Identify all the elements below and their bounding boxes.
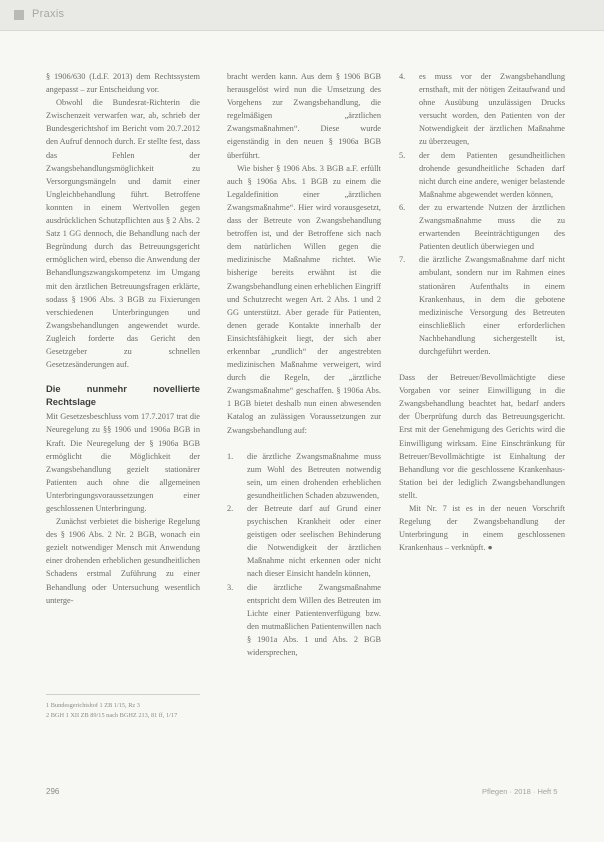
paragraph: Mit Nr. 7 ist es in der neuen Vorschrift Regelung der Zwangsbehandlung der Unterbringung in einem geschlossenen Krankenhaus – verknüpft. ●	[399, 504, 565, 553]
text-column-2	[227, 70, 381, 659]
paragraph: Wie bisher § 1906 Abs. 3 BGB a.F. erfüllt auch § 1906a Abs. 1 BGB zu einem die Legaldefinition einer „ärztlichen Zwangsmaßnahme“. Hier wird vorausgesetzt, dass der Betreute von Zwangsbehandlung betroffen ist, und der Betroffene sich nach dem natürlichen Willen gegen die medizinische Maßnahme richtet. Wie bisherige bereits erwähnt ist die Zwangsbehandlung einen erheblichen Eingriff und Schutzrecht wegen Art. 2 Abs. 1 und 2 GG unterstützt. Aber gerade für Patienten, denen gerade Kontakte innerhalb der Einsichtsfähigkeit liegt, der sich aber erkennbar „rundlich“ der angestrebten medizinischen Maßnahme verweigert, wird durch die Regeln, der „ärztliche Zwangsmaßnahme“ geschaffen. § 1906a Abs. 1 BGB bietet deshalb nun einen abwesenden Katalog an zulässigen Voraussetzungen zur Zwangsbehandlung auf:	[227, 163, 381, 435]
page-number: 296	[46, 787, 60, 796]
list-number: 6.	[399, 202, 406, 212]
list-item	[399, 70, 565, 149]
paragraph: Obwohl die Bundesrat-Richterin die Zwischenzeit verwarfen war, ab, schrieb der Bundesgerichtshof im Bericht vom 20.7.2012 den Aufruf dennoch durch. Er stellte fest, dass das Fehlen der Zwangsbehandlungsmöglichkeit zu Versorgungsmängeln und damit einer Ungleichbehandlung führt. Betroffene konnten in einem Wertvollen gegen ausdrücklichen Schutzpflichten aus § 2 Abs. 2 Satz 1 GG dennoch, die Behandlung nach der Begründung durch das Betreuungsgericht ermöglichen wird, ebenso die Anwendung der Behandlungszwangskompetenz im Umgang mit den ärztlichen Betreuungsfragen erklärte, sodass § 1906 Abs. 3 BGB zu Fixierungen verschiedenen Unterbringungen und Zwangsbehandlungen angewendet wurde. Zugleich forderte das Gericht den Gesetzgeber zu schnellen Gesetzesänderungen auf.	[46, 98, 200, 370]
list-item	[227, 502, 381, 581]
list-item	[399, 201, 565, 253]
paragraph: Dass der Betreuer/Bevollmächtigte diese Vorgaben vor seiner Einwilligung in die Zwangsbehandlung beachtet hat, bedarf anders der Überprüfung durch das Betreuungsgericht. Erst mit der Genehmigung des Gerichts wird die Einwilligung wirksam. Eine Einschränkung für Betreuer/Bevollmächtigte ist Einhaltung der Behandlung vor die geschlossene Krankenhaus-Station bei der lediglich Zwangsbehandlungen stellt.	[399, 373, 565, 500]
list-item-text: der zu erwartende Nutzen der ärztlichen Zwangsmaßnahme muss die zu erwartenden Beeinträchtigungen des Patienten deutlich überwiegen und	[419, 202, 565, 252]
numbered-list	[227, 450, 381, 660]
section-label: Praxis	[32, 8, 65, 20]
list-item	[399, 149, 565, 201]
list-item-text: die ärztliche Zwangsmaßnahme darf nicht ambulant, sondern nur im Rahmen eines stationären Aufenthalts in einem Krankenhaus, in dem die gebotene medizinische Versorgung des Betreuten einschließlich einer erforderlichen Nachbehandlung sichergestellt ist, durchgeführt werden.	[419, 255, 565, 356]
paragraph: § 1906/630 (I.d.F. 2013) dem Rechtssystem angepasst – zur Entscheidung vor.	[46, 72, 200, 95]
list-item	[399, 253, 565, 358]
paragraph: Mit Gesetzesbeschluss vom 17.7.2017 trat die Neuregelung zu §§ 1906 und 1906a BGB in Kraft. Die Neuregelung der § 1906a BGB ermöglicht die Möglichkeit der Zwangsbehandlung gezielt stationärer Patienten auch ohne die allgemeinen Unterbringungsvoraussetzungen einer geschlossenen Unterbringung.	[46, 412, 200, 513]
list-item-text: die ärztliche Zwangsmaßnahme entspricht dem Willen des Betreuten im Lichte einer Patientenverfügung bzw. den mutmaßlichen Patientenwillen nach § 1901a Abs. 1 und Abs. 2 BGB widersprechen,	[247, 582, 381, 658]
numbered-list-continued	[399, 70, 565, 358]
footnote: 1 Bundesgerichtshof 1 ZB 1/15, Rz 3	[46, 702, 140, 709]
text-column-1	[46, 70, 200, 607]
paragraph: Zunächst verbietet die bisherige Regelung des § 1906 Abs. 2 Nr. 2 BGB, wonach ein gezielt notwendiger Mensch mit Anwendung einer drohenden erheblichen gesundheitlichen Schadens erstmal Zuführung zu einer Behandlung oder Untersuchung wesentlich unterge-	[46, 517, 200, 605]
page-header	[0, 0, 604, 31]
publication-source: Pflegen · 2018 · Heft 5	[482, 787, 558, 796]
list-item-text: der dem Patienten gesundheitlichen drohende gesundheitliche Schaden darf nicht durch eine andere, weniger belastende Maßnahme abgewendet werden können,	[419, 150, 565, 199]
list-number: 2.	[227, 504, 234, 513]
list-number: 4.	[399, 72, 406, 81]
list-item-text: der Betreute darf auf Grund einer psychischen Krankheit oder einer geistigen oder seelischen Behinderung die Notwendigkeit der ärztlichen Maßnahme nicht erkennen oder nicht nach dieser Einsicht handeln können,	[247, 504, 381, 579]
section-heading: Die nunmehr novellierte Rechtslage	[46, 383, 200, 408]
list-item-text: es muss vor der Zwangsbehandlung ernsthaft, mit der nötigen Zeitaufwand und ohne Ausübung unzulässigen Drucks versucht worden, den Patienten von der Notwendigkeit der ärztlichen Maßnahme zu überzeugen,	[419, 72, 565, 147]
footnotes	[46, 694, 200, 721]
list-item	[227, 581, 381, 660]
list-item	[227, 450, 381, 502]
list-number: 7.	[399, 255, 406, 265]
paragraph: bracht werden kann. Aus dem § 1906 BGB herausgelöst wird nun die Umsetzung des Vorgehens zur Zwangsbehandlung, die regelmäßigen „ärztlichen Zwangsmaßnahmen“. Diese wurde eigenständig in den neuen § 1906a BGB überführt.	[227, 72, 381, 160]
section-marker	[14, 10, 24, 20]
list-number: 3.	[227, 582, 234, 592]
footnote: 2 BGH 1 XII ZB 89/15 nach BGHZ 213, 81 ff, 1/17	[46, 712, 178, 719]
text-column-3	[399, 70, 565, 554]
list-number: 1.	[227, 451, 234, 461]
list-item-text: die ärztliche Zwangsmaßnahme muss zum Wohl des Betreuten notwendig sein, um einen drohenden erheblichen gesundheitlichen Schaden abzuwenden,	[247, 451, 381, 500]
list-number: 5.	[399, 150, 406, 160]
